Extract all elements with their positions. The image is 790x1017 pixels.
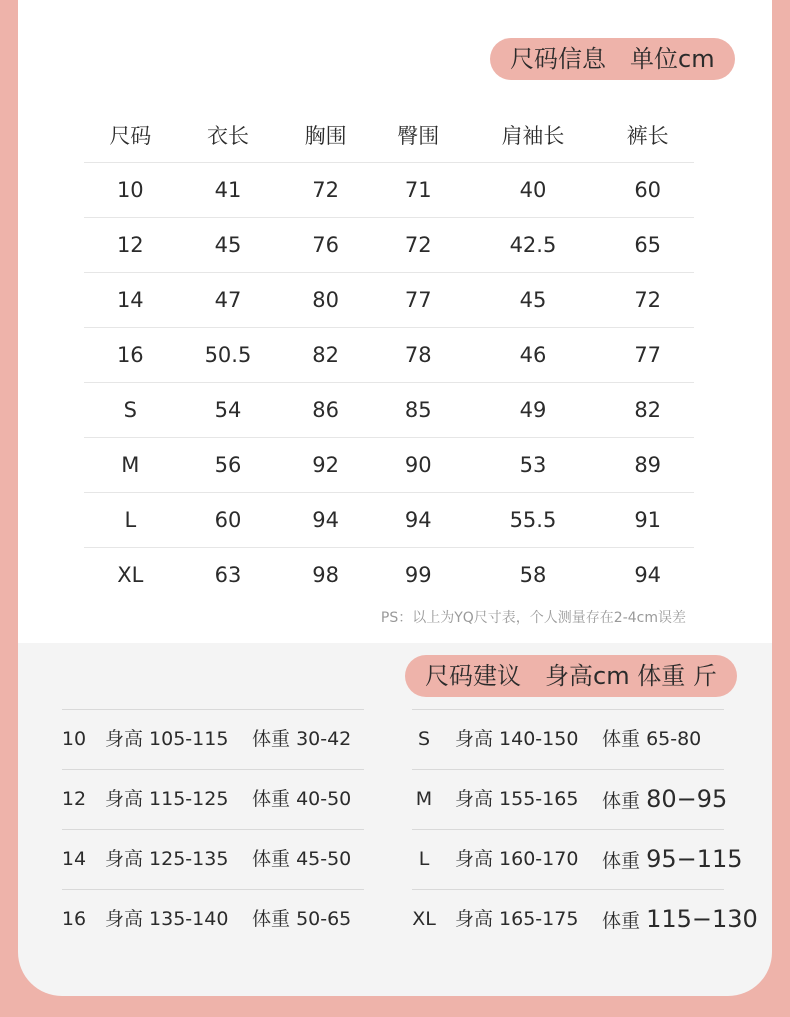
size-advice-units: 身高cm 体重 斤 <box>545 662 717 690</box>
advice-weight-value: 95−115 <box>646 845 743 873</box>
measurement-note: PS：以上为YQ尺寸表，个人测量存在2-4cm误差 <box>380 610 686 626</box>
advice-height: 身高 125-135 <box>105 848 229 870</box>
cell-size: 10 <box>84 163 177 218</box>
advice-size: M <box>415 788 433 810</box>
cell-shoulder-sleeve: 58 <box>465 548 602 603</box>
header-chest: 胸围 <box>304 124 347 148</box>
cell-pants-length: 60 <box>601 163 694 218</box>
table-row <box>84 493 694 548</box>
table-row <box>84 273 694 328</box>
cell-hip: 90 <box>372 438 465 493</box>
cell-hip: 78 <box>372 328 465 383</box>
cell-chest: 86 <box>279 383 372 438</box>
size-info-title: 尺码信息 <box>510 45 606 73</box>
advice-weight-label: 体重 <box>252 788 291 810</box>
advice-weight-value: 30-42 <box>296 728 352 750</box>
cell-hip: 71 <box>372 163 465 218</box>
cell-chest: 98 <box>279 548 372 603</box>
cell-length: 47 <box>177 273 280 328</box>
advice-size: L <box>418 848 430 870</box>
cell-hip: 94 <box>372 493 465 548</box>
advice-height: 身高 165-175 <box>455 908 579 930</box>
advice-height: 身高 105-115 <box>105 728 229 750</box>
cell-size: S <box>84 383 177 438</box>
cell-hip: 72 <box>372 218 465 273</box>
advice-size: XL <box>412 908 436 930</box>
cell-pants-length: 91 <box>601 493 694 548</box>
advice-weight-label: 体重 <box>602 910 641 932</box>
cell-length: 41 <box>177 163 280 218</box>
cell-pants-length: 82 <box>601 383 694 438</box>
advice-size: S <box>417 728 431 750</box>
advice-height: 身高 160-170 <box>455 848 579 870</box>
advice-weight-label: 体重 <box>602 728 641 750</box>
table-row <box>84 383 694 438</box>
cell-pants-length: 77 <box>601 328 694 383</box>
cell-chest: 94 <box>279 493 372 548</box>
header-hip: 臀围 <box>397 124 440 148</box>
advice-weight-label: 体重 <box>252 848 291 870</box>
advice-size: 14 <box>61 848 87 870</box>
advice-weight <box>602 829 743 891</box>
advice-height: 身高 115-125 <box>105 788 229 810</box>
cell-length: 60 <box>177 493 280 548</box>
advice-weight-label: 体重 <box>602 790 641 812</box>
table-row <box>84 163 694 218</box>
advice-weight-value: 80−95 <box>646 785 728 813</box>
cell-pants-length: 72 <box>601 273 694 328</box>
advice-weight <box>252 889 351 949</box>
advice-weight-value: 40-50 <box>296 788 352 810</box>
advice-height: 身高 135-140 <box>105 908 229 930</box>
cell-pants-length: 89 <box>601 438 694 493</box>
cell-shoulder-sleeve: 55.5 <box>465 493 602 548</box>
advice-row <box>392 709 772 769</box>
size-table-header-row <box>84 108 694 163</box>
advice-weight-label: 体重 <box>602 850 641 872</box>
advice-weight <box>602 769 727 831</box>
cell-length: 50.5 <box>177 328 280 383</box>
header-shoulder-sleeve: 肩袖长 <box>501 124 565 148</box>
cell-hip: 77 <box>372 273 465 328</box>
advice-height: 身高 140-150 <box>455 728 579 750</box>
cell-size: L <box>84 493 177 548</box>
advice-row <box>42 829 422 889</box>
cell-pants-length: 94 <box>601 548 694 603</box>
cell-shoulder-sleeve: 40 <box>465 163 602 218</box>
advice-row <box>42 889 422 949</box>
advice-weight-value: 115−130 <box>646 905 758 933</box>
cell-chest: 82 <box>279 328 372 383</box>
cell-size: XL <box>84 548 177 603</box>
advice-row <box>392 829 772 889</box>
cell-size: 12 <box>84 218 177 273</box>
cell-chest: 80 <box>279 273 372 328</box>
table-row <box>84 218 694 273</box>
size-table <box>84 108 694 602</box>
cell-length: 54 <box>177 383 280 438</box>
cell-shoulder-sleeve: 42.5 <box>465 218 602 273</box>
advice-row <box>42 769 422 829</box>
advice-height: 身高 155-165 <box>455 788 579 810</box>
cell-length: 45 <box>177 218 280 273</box>
cell-size: M <box>84 438 177 493</box>
advice-size: 16 <box>61 908 87 930</box>
cell-shoulder-sleeve: 49 <box>465 383 602 438</box>
table-row <box>84 548 694 603</box>
advice-weight <box>602 889 758 951</box>
advice-weight <box>602 709 701 769</box>
cell-chest: 72 <box>279 163 372 218</box>
size-advice-title-badge <box>405 655 737 697</box>
table-row <box>84 438 694 493</box>
size-info-unit: 单位cm <box>630 45 715 73</box>
advice-row <box>392 769 772 829</box>
size-info-title-badge <box>490 38 735 80</box>
cell-shoulder-sleeve: 45 <box>465 273 602 328</box>
cell-chest: 92 <box>279 438 372 493</box>
advice-weight <box>252 709 351 769</box>
cell-hip: 99 <box>372 548 465 603</box>
advice-weight <box>252 829 351 889</box>
advice-weight-value: 50-65 <box>296 908 352 930</box>
advice-row <box>392 889 772 949</box>
cell-shoulder-sleeve: 53 <box>465 438 602 493</box>
header-size: 尺码 <box>109 124 152 148</box>
advice-weight <box>252 769 351 829</box>
size-info-section <box>18 0 772 643</box>
cell-shoulder-sleeve: 46 <box>465 328 602 383</box>
cell-hip: 85 <box>372 383 465 438</box>
advice-size: 12 <box>61 788 87 810</box>
cell-chest: 76 <box>279 218 372 273</box>
advice-weight-label: 体重 <box>252 908 291 930</box>
table-row <box>84 328 694 383</box>
advice-size: 10 <box>61 728 87 750</box>
header-pants-length: 裤长 <box>626 124 669 148</box>
size-advice-title: 尺码建议 <box>425 662 521 690</box>
header-length: 衣长 <box>206 124 249 148</box>
advice-row <box>42 709 422 769</box>
cell-length: 63 <box>177 548 280 603</box>
advice-weight-label: 体重 <box>252 728 291 750</box>
cell-pants-length: 65 <box>601 218 694 273</box>
size-chart-card <box>18 0 772 996</box>
advice-weight-value: 65-80 <box>646 728 702 750</box>
cell-size: 14 <box>84 273 177 328</box>
advice-weight-value: 45-50 <box>296 848 352 870</box>
cell-size: 16 <box>84 328 177 383</box>
cell-length: 56 <box>177 438 280 493</box>
